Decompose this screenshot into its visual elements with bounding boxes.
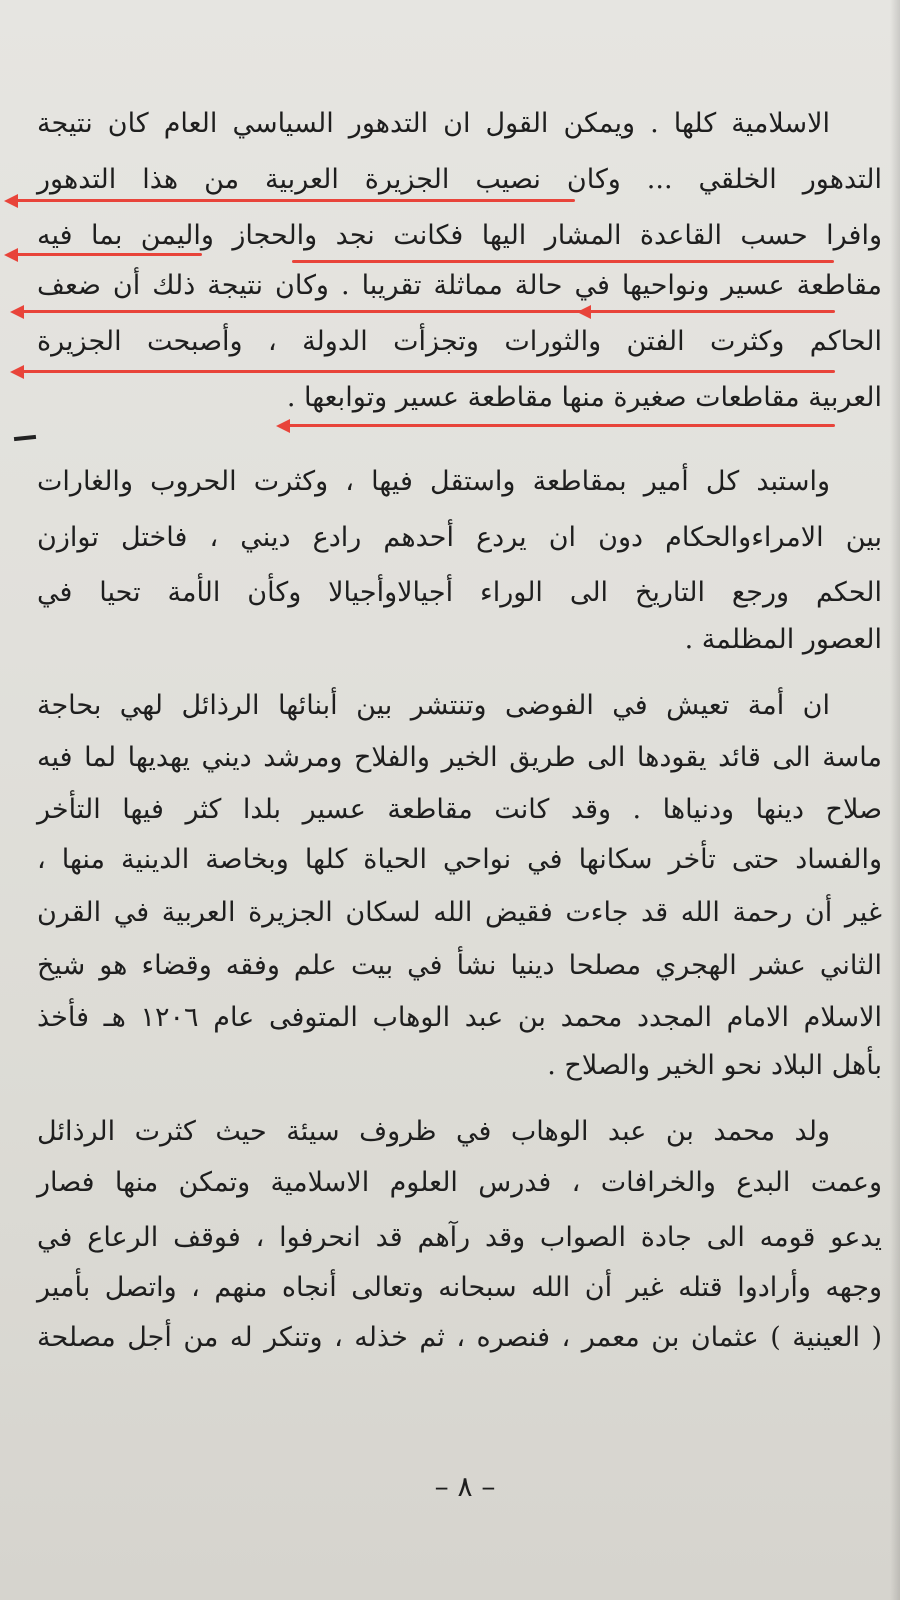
text-line: وافرا حسب القاعدة المشار اليها فكانت نجد والحجاز واليمن بما فيه (37, 220, 882, 251)
text-line: صلاح دينها ودنياها . وقد كانت مقاطعة عسير بلدا كثر فيها التأخر (37, 794, 882, 825)
text-line: بأهل البلاد نحو الخير والصلاح . (547, 1050, 882, 1081)
red-underline-mark (285, 424, 835, 427)
text-line: العربية مقاطعات صغيرة منها مقاطعة عسير وتوابعها . (286, 382, 882, 413)
text-line: يدعو قومه الى جادة الصواب وقد رآهم قد انحرفوا ، فوقف الرعاع في (37, 1222, 882, 1253)
text-line: ان أمة تعيش في الفوضى وتنتشر بين أبنائها الرذائل لهي بحاجة (37, 690, 830, 721)
page-edge-shadow (890, 0, 900, 1600)
text-line: غير أن رحمة الله قد جاءت فقيض الله لسكان الجزيرة العربية في القرن (37, 897, 882, 928)
text-line: الحاكم وكثرت الفتن والثورات وتجزأت الدولة ، وأصبحت الجزيرة (37, 326, 882, 357)
text-line: ( العينية ) عثمان بن معمر ، فنصره ، ثم خذله ، وتنكر له من أجل مصلحة (37, 1322, 882, 1353)
text-line: العصور المظلمة . (684, 624, 882, 655)
red-arrow-icon (4, 194, 18, 208)
text-line: مقاطعة عسير ونواحيها في حالة مماثلة تقريبا . وكان نتيجة ذلك أن ضعف (37, 270, 882, 301)
red-arrow-icon (577, 305, 591, 319)
text-line: الاسلامية كلها . ويمكن القول ان التدهور السياسي العام كان نتيجة (37, 108, 830, 139)
text-line: وجهه وأرادوا قتله غير أن الله سبحانه وتعالى أنجاه منهم ، واتصل بأمير (37, 1272, 882, 1303)
red-arrow-icon (10, 365, 24, 379)
text-line: ولد محمد بن عبد الوهاب في ظروف سيئة حيث كثرت الرذائل (37, 1116, 830, 1147)
text-line: التدهور الخلقي ... وكان نصيب الجزيرة العربية من هذا التدهور (37, 164, 882, 195)
text-line: وعمت البدع والخرافات ، فدرس العلوم الاسلامية وتمكن منها فصار (37, 1167, 882, 1198)
red-underline-mark (292, 260, 834, 263)
text-line: بين الامراءوالحكام دون ان يردع أحدهم رادع ديني ، فاختل توازن (37, 522, 882, 553)
text-line: الاسلام الامام المجدد محمد بن عبد الوهاب المتوفى عام ١٢٠٦ هـ فأخذ (37, 1002, 882, 1033)
red-underline-mark (20, 310, 835, 313)
red-underline-mark (12, 199, 575, 202)
text-line: واستبد كل أمير بمقاطعة واستقل فيها ، وكثرت الحروب والغارات (37, 466, 830, 497)
text-line: الحكم ورجع التاريخ الى الوراء أجيالاوأجيالا وكأن الأمة تحيا في (37, 577, 882, 608)
text-line: ماسة الى قائد يقودها الى طريق الخير والفلاح ومرشد ديني يهديها لما فيه (37, 742, 882, 773)
red-underline-mark (12, 253, 202, 256)
red-arrow-icon (276, 419, 290, 433)
text-line: الثاني عشر الهجري مصلحا دينيا نشأ في بيت علم وفقه وقضاء هو شيخ (37, 950, 882, 981)
text-line: والفساد حتى تأخر سكانها في نواحي الحياة كلها وبخاصة الدينية منها ، (37, 844, 882, 875)
red-underline-mark (20, 370, 835, 373)
margin-dash-mark (14, 435, 36, 441)
page-number: – ٨ – (434, 1470, 496, 1503)
red-arrow-icon (10, 305, 24, 319)
red-arrow-icon (4, 248, 18, 262)
